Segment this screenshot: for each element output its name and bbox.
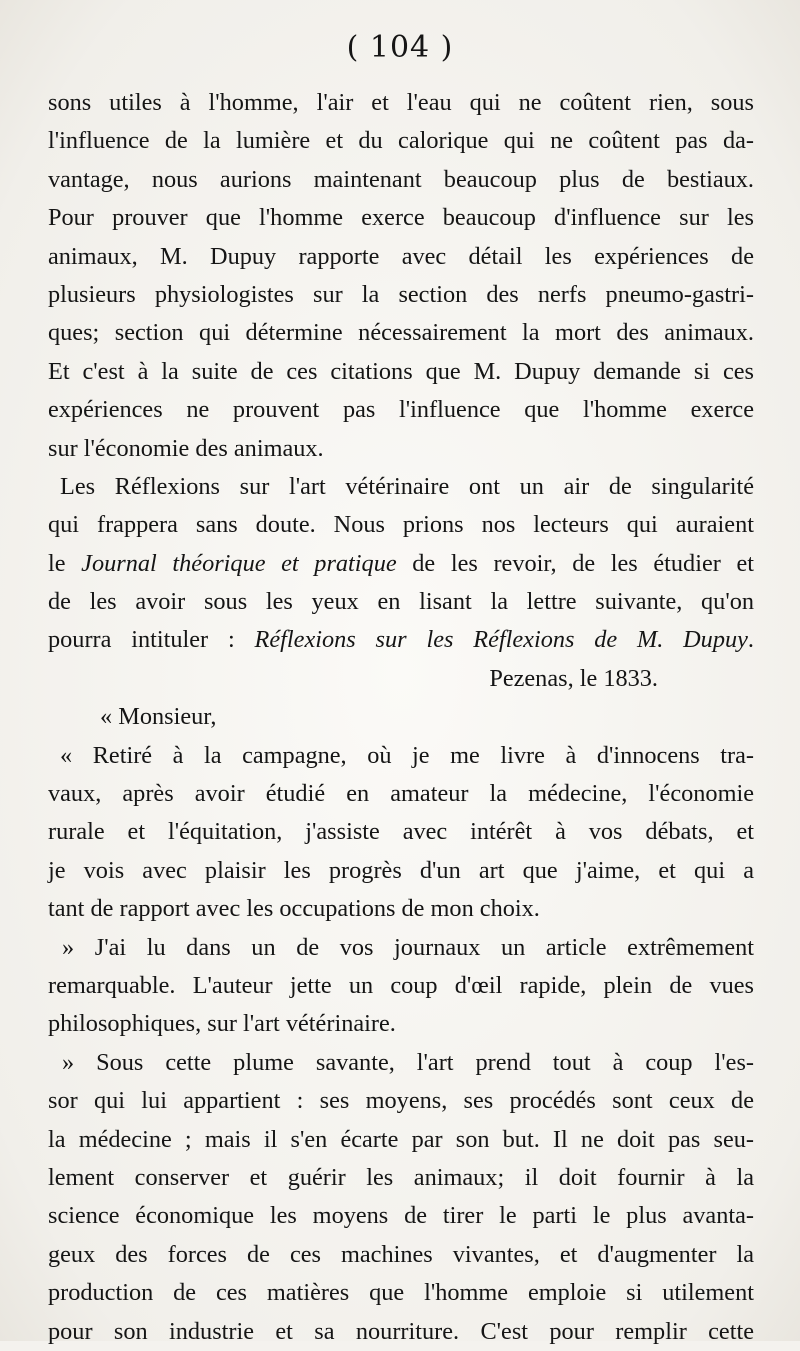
- text-line: [48, 621, 754, 659]
- body-text: [48, 84, 754, 1351]
- text-line: vaux, après avoir étudié en amateur la médecine, l'économie: [48, 780, 754, 808]
- page-number: ( 104 ): [346, 30, 454, 65]
- text-line: « Retiré à la campagne, où je me livre à d'innocens tra-: [60, 741, 754, 769]
- text-line: Pour prouver que l'homme exerce beaucoup d'influence sur les: [48, 204, 754, 232]
- text-line: la médecine ; mais il s'en écarte par son but. Il ne doit pas seu-: [48, 1125, 754, 1153]
- line-text: pourra intituler :: [48, 626, 255, 654]
- journal-title: Journal théorique et pratique: [81, 549, 397, 577]
- line-text: le: [48, 549, 82, 577]
- text-line: tant de rapport avec les occupations de mon choix.: [48, 895, 540, 923]
- text-line: sur l'économie des animaux.: [48, 434, 324, 462]
- text-line: lement conserver et guérir les animaux; il doit fournir à la: [48, 1163, 754, 1191]
- text-line: geux des forces de ces machines vivantes, et d'augmenter la: [48, 1240, 754, 1268]
- text-line: science économique les moyens de tirer le parti le plus avanta-: [48, 1202, 754, 1230]
- text-line: animaux, M. Dupuy rapporte avec détail les expériences de: [48, 242, 754, 270]
- text-line: philosophiques, sur l'art vétérinaire.: [48, 1010, 396, 1038]
- text-line: sons utiles à l'homme, l'air et l'eau qui ne coûtent rien, sous: [48, 89, 754, 116]
- text-line: « Monsieur,: [100, 703, 217, 731]
- text-line: » Sous cette plume savante, l'art prend tout à coup l'es-: [62, 1048, 754, 1076]
- text-line: plusieurs physiologistes sur la section des nerfs pneumo-gastri-: [48, 280, 754, 308]
- text-line: ques; section qui détermine nécessairement la mort des animaux.: [48, 319, 754, 347]
- text-line: production de ces matières que l'homme emploie si utilement: [48, 1279, 754, 1307]
- text-line: pour son industrie et sa nourriture. C'est pour remplir cette: [48, 1317, 754, 1345]
- text-line: qui frappera sans doute. Nous prions nos lecteurs qui auraient: [48, 511, 754, 539]
- text-line: [48, 545, 754, 583]
- text-line: remarquable. L'auteur jette un coup d'œil rapide, plein de vues: [48, 971, 754, 999]
- text-line: rurale et l'équitation, j'assiste avec intérêt à vos débats, et: [48, 818, 754, 846]
- text-line: Pezenas, le 1833.: [489, 664, 658, 692]
- text-line: de les avoir sous les yeux en lisant la lettre suivante, qu'on: [48, 588, 754, 616]
- text-line: Les Réflexions sur l'art vétérinaire ont un air de singularité: [60, 472, 754, 500]
- text-line: sor qui lui appartient : ses moyens, ses procédés sont ceux de: [48, 1087, 754, 1115]
- text-line: l'influence de la lumière et du calorique qui ne coûtent pas da-: [48, 127, 754, 155]
- text-line: expériences ne prouvent pas l'influence que l'homme exerce: [48, 396, 754, 424]
- text-line: je vois avec plaisir les progrès d'un art que j'aime, et qui a: [48, 856, 754, 884]
- line-text: de les revoir, de les étudier et: [396, 549, 754, 577]
- text-line: Et c'est à la suite de ces citations que M. Dupuy demande si ces: [48, 357, 754, 385]
- reflexions-title: Réflexions sur les Réflexions de M. Dupuy: [254, 626, 748, 654]
- text-line: vantage, nous aurions maintenant beaucoup plus de bestiaux.: [48, 165, 754, 193]
- line-text: .: [747, 626, 754, 654]
- text-line: » J'ai lu dans un de vos journaux un article extrêmement: [62, 933, 754, 961]
